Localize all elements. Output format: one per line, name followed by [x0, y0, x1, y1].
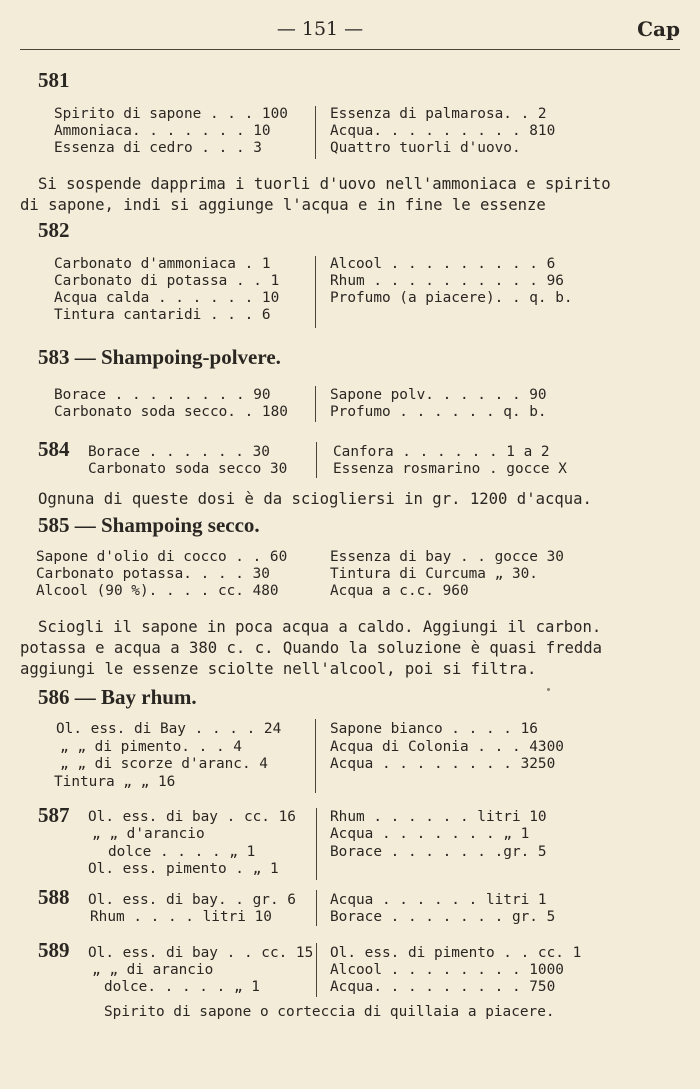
ingredient-right: Rhum . . . . . . . . . . 96 [330, 273, 564, 289]
recipe-title-586: 586 — Bay rhum. [38, 685, 197, 709]
note-line: Sciogli il sapone in poca acqua a caldo. Aggiungi il carbon. [38, 618, 602, 636]
running-head: Cap [637, 17, 680, 41]
ingredient-right: Quattro tuorli d'uovo. [330, 140, 521, 156]
page-header [0, 0, 700, 52]
recipe-note-581 [20, 174, 611, 216]
ingredient-left: Ol. ess. di bay . cc. 16 [88, 809, 296, 825]
ingredient-left: Tintura cantaridi . . . 6 [54, 307, 271, 323]
page-number: — 151 — [276, 18, 364, 40]
recipe-number-589: 589 [38, 938, 70, 962]
header-rule [20, 49, 680, 50]
ingredient-left: „ „ di arancio [92, 962, 214, 978]
ingredient-left: Carbonato soda secco. . 180 [54, 404, 288, 420]
ingredient-right: Sapone polv. . . . . . 90 [330, 387, 547, 403]
ingredient-right: Acqua di Colonia . . . 4300 [330, 739, 564, 755]
ingredient-left: Essenza di cedro . . . 3 [54, 140, 262, 156]
ingredient-right: Tintura di Curcuma „ 30. [330, 566, 538, 582]
ingredient-right: Acqua . . . . . . . „ 1 [330, 826, 530, 842]
note-line: di sapone, indi si aggiunge l'acqua e in fine le essenze [20, 196, 546, 214]
ingredient-left: Ol. ess. di bay. . gr. 6 [88, 892, 296, 908]
recipe-title-585: 585 — Shampoing secco. [38, 513, 260, 537]
ingredient-right: Canfora . . . . . . 1 a 2 [333, 444, 550, 460]
stray-mark [547, 688, 550, 691]
column-divider [315, 106, 316, 159]
ingredient-left: „ „ di scorze d'aranc. 4 [60, 756, 268, 772]
recipe-number-584: 584 [38, 437, 70, 461]
ingredient-left: dolce. . . . . „ 1 [104, 979, 260, 995]
ingredient-left: Carbonato potassa. . . . 30 [36, 566, 270, 582]
ingredient-right: Acqua a c.c. 960 [330, 583, 469, 599]
ingredient-right: Alcool . . . . . . . . . 6 [330, 256, 556, 272]
recipe-number-588: 588 [38, 885, 70, 909]
ingredient-left: Carbonato soda secco 30 [88, 461, 288, 477]
ingredient-left: dolce . . . . „ 1 [108, 844, 256, 860]
ingredient-right: Ol. ess. di pimento . . cc. 1 [330, 945, 582, 961]
column-divider [315, 719, 316, 793]
recipe-number-587: 587 [38, 803, 70, 827]
ingredient-right: Sapone bianco . . . . 16 [330, 721, 538, 737]
column-divider [315, 386, 316, 422]
column-divider [316, 442, 317, 478]
ingredient-left: Ol. ess. di bay . . cc. 15 [88, 945, 314, 961]
ingredient-left: Carbonato di potassa . . 1 [54, 273, 280, 289]
ingredient-right: Borace . . . . . . . gr. 5 [330, 909, 556, 925]
ingredient-left: Ol. ess. pimento . „ 1 [88, 861, 279, 877]
ingredient-left: Borace . . . . . . . . 90 [54, 387, 271, 403]
recipe-note-585 [20, 617, 602, 680]
recipe-number-581: 581 [38, 68, 70, 92]
column-divider [316, 890, 317, 926]
ingredient-left: Sapone d'olio di cocco . . 60 [36, 549, 288, 565]
ingredient-left: Spirito di sapone . . . 100 [54, 106, 288, 122]
ingredient-right: Borace . . . . . . .gr. 5 [330, 844, 547, 860]
ingredient-left: Ol. ess. di Bay . . . . 24 [56, 721, 282, 737]
ingredient-right: Acqua. . . . . . . . . 750 [330, 979, 556, 995]
note-line: Si sospende dapprima i tuorli d'uovo nell'ammoniaca e spirito [38, 175, 611, 193]
ingredient-left: „ „ di pimento. . . 4 [60, 739, 242, 755]
recipe-title-583: 583 — Shampoing-polvere. [38, 345, 281, 369]
ingredient-right: Acqua . . . . . . litri 1 [330, 892, 547, 908]
ingredient-right: Alcool . . . . . . . . 1000 [330, 962, 564, 978]
ingredient-right: Profumo . . . . . . q. b. [330, 404, 547, 420]
recipe-number-582: 582 [38, 218, 70, 242]
ingredient-right: Essenza di bay . . gocce 30 [330, 549, 564, 565]
ingredient-left: Rhum . . . . litri 10 [90, 909, 272, 925]
ingredient-right: Acqua. . . . . . . . . 810 [330, 123, 556, 139]
note-line: potassa e acqua a 380 c. c. Quando la soluzione è quasi fredda [20, 639, 603, 657]
recipe-note-589: Spirito di sapone o corteccia di quillaia a piacere. [104, 1004, 555, 1020]
column-divider [315, 256, 316, 328]
ingredient-right: Rhum . . . . . . litri 10 [330, 809, 547, 825]
ingredient-left: Tintura „ „ 16 [54, 774, 176, 790]
ingredient-right: Essenza rosmarino . gocce X [333, 461, 567, 477]
ingredient-left: Borace . . . . . . 30 [88, 444, 270, 460]
ingredient-right: Essenza di palmarosa. . 2 [330, 106, 547, 122]
ingredient-left: Carbonato d'ammoniaca . 1 [54, 256, 271, 272]
note-line: aggiungi le essenze sciolte nell'alcool, poi si filtra. [20, 660, 537, 678]
ingredient-left: Alcool (90 %). . . . cc. 480 [36, 583, 279, 599]
ingredient-right: Acqua . . . . . . . . 3250 [330, 756, 556, 772]
ingredient-left: Ammoniaca. . . . . . . 10 [54, 123, 271, 139]
note-line: Ognuna di queste dosi è da sciogliersi in gr. 1200 d'acqua. [38, 490, 592, 508]
ingredient-right: Profumo (a piacere). . q. b. [330, 290, 573, 306]
ingredient-left: Acqua calda . . . . . . 10 [54, 290, 280, 306]
recipe-note-584 [38, 489, 592, 510]
column-divider [316, 808, 317, 880]
column-divider [316, 943, 317, 997]
ingredient-left: „ „ d'arancio [92, 826, 205, 842]
